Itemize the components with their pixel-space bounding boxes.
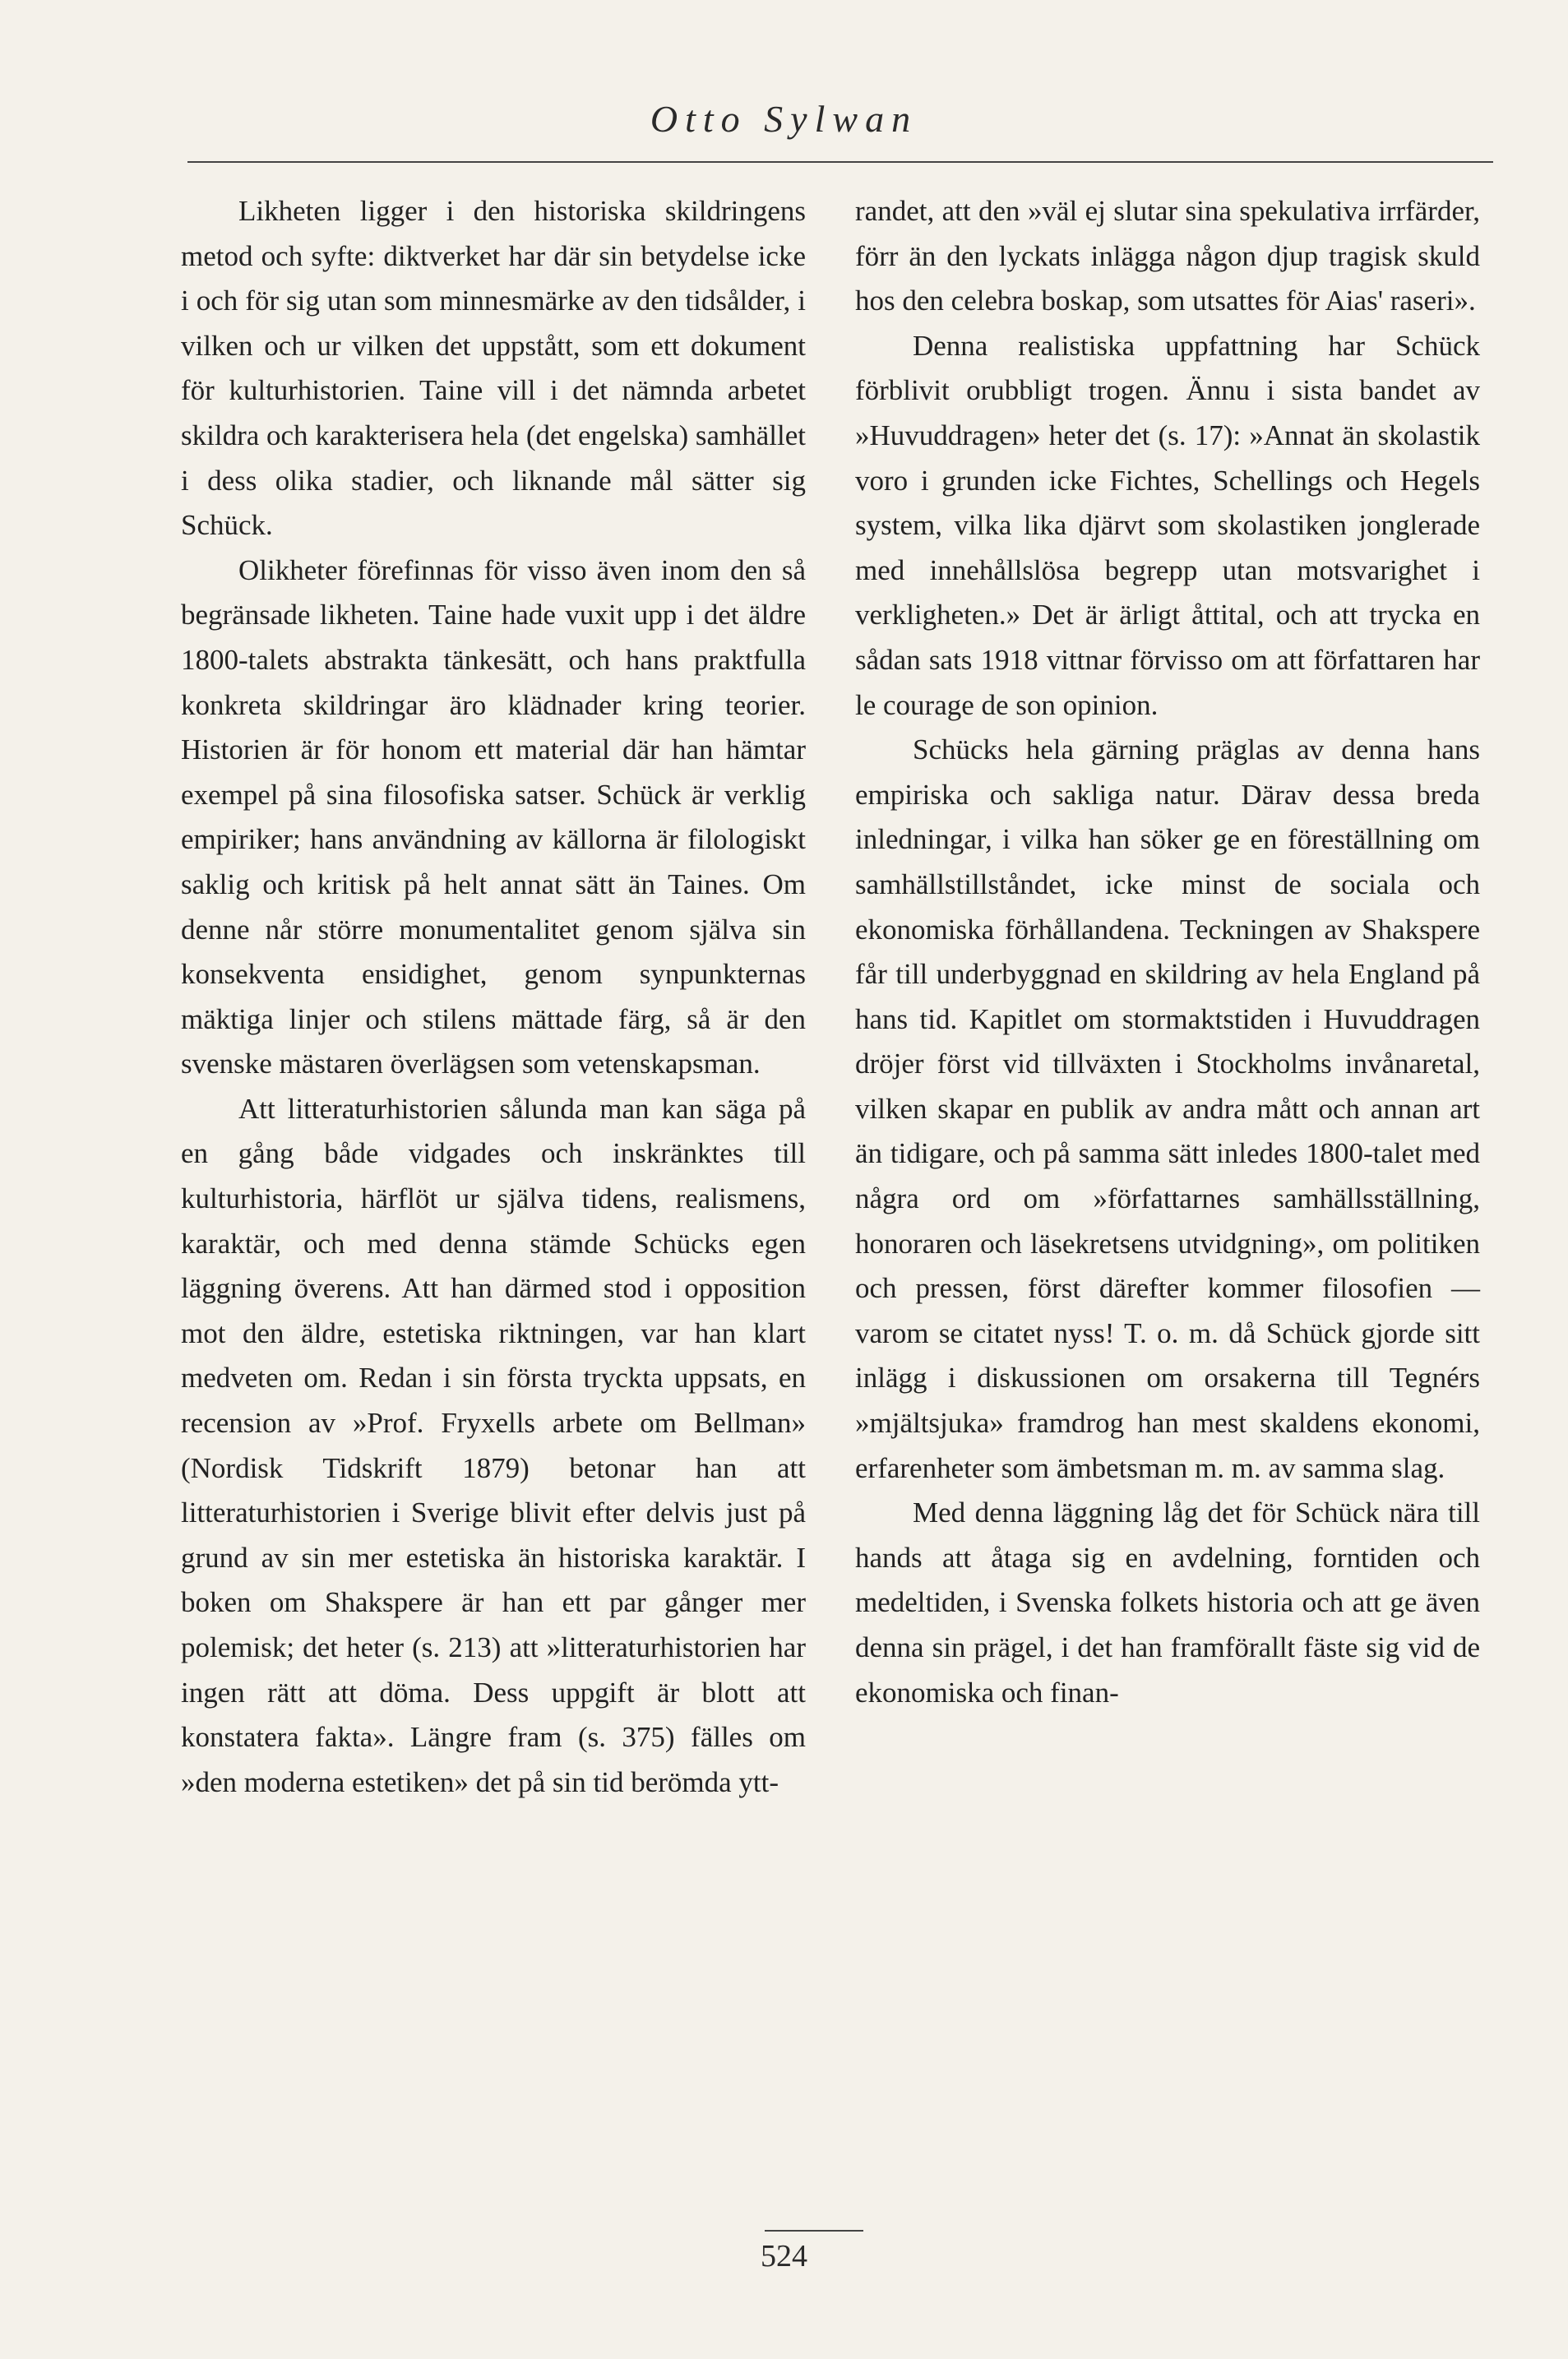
header-rule: [187, 161, 1493, 163]
paragraph: Schücks hela gärning präglas av denna hans empiriska och sakliga natur. Därav dessa breda inledningar, i vilka han söker ge en föreställning om samhällstillståndet, icke minst de sociala och ekonomiska förhållandena. Teckningen av Shakspere får till underbyggnad en skildring av hela England på hans tid. Kapitlet om stormaktstiden i Huvuddragen dröjer först vid tillväxten i Stockholms invånaretal, vilken skapar en publik av andra mått och annan art än tidigare, och på samma sätt inledes 1800-talet med några ord om »författarnes samhällsställning, honoraren och läsekretsens utvidgning», om politiken och pressen, först därefter kommer filosofien — varom se citatet nyss! T. o. m. då Schück gjorde sitt inlägg i diskussionen om orsakerna till Tegnérs »mjältsjuka» framdrog han mest skaldens ekonomi, erfarenheter som ämbetsman m. m. av samma slag.: [855, 733, 1480, 1484]
paragraph: Med denna läggning låg det för Schück nära till hands att åtaga sig en avdelning, forntiden och medeltiden, i Svenska folkets historia och att ge även denna sin prägel, i det han framförallt fäste sig vid de ekonomiska och finan-: [855, 1496, 1480, 1709]
page-number: 524: [761, 2239, 807, 2273]
paragraph-continuation: randet, att den »väl ej slutar sina spekulativa irrfärder, förr än den lyckats inlägga någon djup tragisk skuld hos den celebra boskap, som utsattes för Aias' raseri».: [855, 195, 1480, 317]
paragraph: Denna realistiska uppfattning har Schück förblivit orubbligt trogen. Ännu i sista bandet av »Huvuddragen» heter det (s. 17): »Annat än skolastik voro i grunden icke Fichtes, Schellings och Hegels system, vilka lika djärvt som skolastiken jonglerade med innehållslösa begrepp utan motsvarighet i verkligheten.» Det är ärligt åttital, och att trycka en sådan sats 1918 vittnar förvisso om att författaren har le courage de son opinion.: [855, 329, 1480, 721]
left-column: [181, 189, 806, 1805]
paragraph: Likheten ligger i den historiska skildringens metod och syfte: diktverket har där sin betydelse icke i och för sig utan som minnesmärke av den tidsålder, i vilken och ur vilken det uppstått, som ett dokument för kulturhistorien. Taine vill i det nämnda arbetet skildra och karakterisera hela (det engelska) samhället i dess olika stadier, och liknande mål sätter sig Schück.: [181, 195, 806, 542]
right-column: [855, 189, 1480, 1715]
paragraph: Olikheter förefinnas för visso även inom den så begränsade likheten. Taine hade vuxit upp i det äldre 1800-talets abstrakta tänkesätt, och hans praktfulla konkreta skildringar äro klädnader kring teorier. Historien är för honom ett material där han hämtar exempel på sina filosofiska satser. Schück är verklig empiriker; hans användning av källorna är filologiskt saklig och kritisk på helt annat sätt än Taines. Om denne når större monumentalitet genom själva sin konsekventa ensidighet, genom synpunkternas mäktiga linjer och stilens mättade färg, så är den svenske mästaren överlägsen som vetenskapsman.: [181, 553, 806, 1080]
running-title: Otto Sylwan: [650, 98, 918, 140]
footer-rule: [765, 2230, 863, 2232]
paragraph: Att litteraturhistorien sålunda man kan säga på en gång både vidgades och inskränktes till kulturhistoria, härflöt ur själva tidens, realismens, karaktär, och med denna stämde Schücks egen läggning överens. Att han därmed stod i opposition mot den äldre, estetiska riktningen, var han klart medveten om. Redan i sin första tryckta uppsats, en recension av »Prof. Fryxells arbete om Bellman» (Nordisk Tidskrift 1879) betonar han att litteraturhistorien i Sverige blivit efter delvis just på grund av sin mer estetiska än historiska karaktär. I boken om Shakspere är han ett par gånger mer polemisk; det heter (s. 213) att »litteraturhistorien har ingen rätt att döma. Dess uppgift är blott att konstatera fakta». Längre fram (s. 375) fälles om »den moderna estetiken» det på sin tid berömda ytt-: [181, 1092, 806, 1798]
